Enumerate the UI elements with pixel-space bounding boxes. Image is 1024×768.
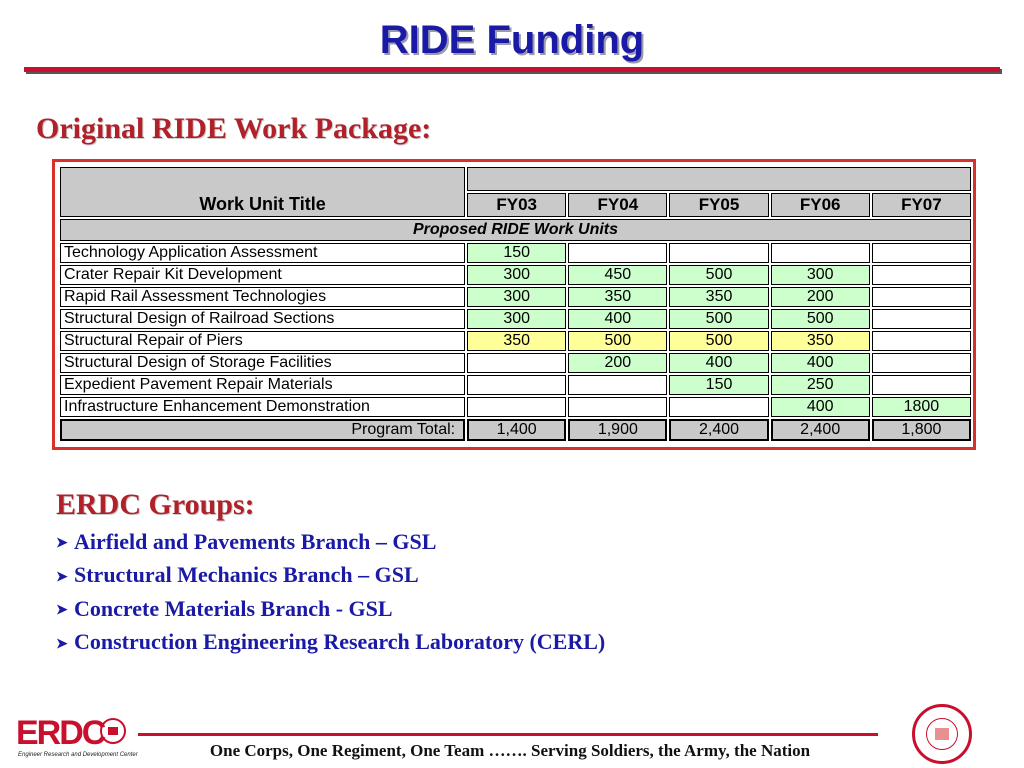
- arrowhead-bullet-icon: ➤: [56, 536, 68, 552]
- cell-fy03: 300: [467, 265, 566, 285]
- work-package-table: [58, 165, 973, 443]
- column-header-fy06: FY06: [771, 193, 870, 217]
- cell-fy03: [467, 353, 566, 373]
- total-fy04: 1,900: [568, 419, 667, 441]
- cell-fy06: [771, 243, 870, 263]
- cell-fy06: 500: [771, 309, 870, 329]
- cell-fy04: 200: [568, 353, 667, 373]
- table-row: [60, 353, 971, 373]
- column-header-fy05: FY05: [669, 193, 768, 217]
- total-fy06: 2,400: [771, 419, 870, 441]
- cell-fy04: 400: [568, 309, 667, 329]
- column-header-fy07: FY07: [872, 193, 971, 217]
- program-total-label: Program Total:: [60, 419, 465, 441]
- erdc-logo-subtext: Engineer Research and Development Center: [18, 752, 138, 758]
- arrowhead-bullet-icon: ➤: [56, 636, 68, 652]
- footer-divider: [138, 733, 878, 736]
- cell-fy06: 200: [771, 287, 870, 307]
- cell-fy06: 400: [771, 397, 870, 417]
- erdc-groups-heading: ERDC Groups:: [56, 488, 255, 521]
- table-row: [60, 243, 971, 263]
- row-title: Expedient Pavement Repair Materials: [60, 375, 465, 395]
- cell-fy07: [872, 331, 971, 351]
- row-title: Rapid Rail Assessment Technologies: [60, 287, 465, 307]
- cell-fy07: [872, 243, 971, 263]
- cell-fy03: [467, 375, 566, 395]
- cell-fy04: 500: [568, 331, 667, 351]
- cell-fy03: 300: [467, 287, 566, 307]
- cell-fy03: [467, 397, 566, 417]
- column-header-fy04: FY04: [568, 193, 667, 217]
- cell-fy05: 400: [669, 353, 768, 373]
- row-title: Technology Application Assessment: [60, 243, 465, 263]
- cell-fy05: 500: [669, 265, 768, 285]
- program-total-row: [60, 419, 971, 441]
- row-title: Infrastructure Enhancement Demonstration: [60, 397, 465, 417]
- table-row: [60, 375, 971, 395]
- cell-fy07: [872, 265, 971, 285]
- cell-fy07: [872, 375, 971, 395]
- cell-fy04: [568, 397, 667, 417]
- cell-fy04: [568, 243, 667, 263]
- cell-fy05: 500: [669, 309, 768, 329]
- group-name: Airfield and Pavements Branch – GSL: [74, 529, 437, 554]
- row-title: Crater Repair Kit Development: [60, 265, 465, 285]
- list-item: [56, 526, 605, 559]
- cell-fy03: 150: [467, 243, 566, 263]
- arrowhead-bullet-icon: ➤: [56, 569, 68, 585]
- table-row: [60, 265, 971, 285]
- erdc-groups-list: [56, 526, 605, 660]
- total-fy05: 2,400: [669, 419, 768, 441]
- row-title: Structural Repair of Piers: [60, 331, 465, 351]
- cell-fy03: 350: [467, 331, 566, 351]
- footer-tagline: One Corps, One Regiment, One Team ……. Serving Soldiers, the Army, the Nation: [209, 741, 811, 760]
- cell-fy05: 350: [669, 287, 768, 307]
- cell-fy04: 450: [568, 265, 667, 285]
- cell-fy05: [669, 397, 768, 417]
- section-label-proposed-work-units: Proposed RIDE Work Units: [60, 219, 971, 241]
- list-item: [56, 593, 605, 626]
- erdc-logo: [16, 712, 138, 764]
- list-item: [56, 626, 605, 659]
- table-row: [60, 331, 971, 351]
- cell-fy05: 500: [669, 331, 768, 351]
- column-header-fy03: FY03: [467, 193, 566, 217]
- total-fy03: 1,400: [467, 419, 566, 441]
- castle-icon: [100, 718, 126, 744]
- erdc-logo-text: ERDC: [16, 714, 105, 752]
- cell-fy07: [872, 309, 971, 329]
- group-name: Structural Mechanics Branch – GSL: [74, 562, 419, 588]
- cell-fy05: 150: [669, 375, 768, 395]
- arrowhead-bullet-icon: ➤: [56, 603, 68, 619]
- group-name: Construction Engineering Research Laboratory (CERL): [74, 629, 606, 655]
- cell-fy04: 350: [568, 287, 667, 307]
- work-package-table-frame: [52, 159, 976, 450]
- cell-fy06: 350: [771, 331, 870, 351]
- group-name: Concrete Materials Branch - GSL: [74, 595, 393, 621]
- cell-fy04: [568, 375, 667, 395]
- total-fy07: 1,800: [872, 419, 971, 441]
- cell-fy03: 300: [467, 309, 566, 329]
- cell-fy07: 1800: [872, 397, 971, 417]
- slide-title: RIDE Funding: [379, 18, 645, 62]
- table-row: [60, 287, 971, 307]
- row-title: Structural Design of Storage Facilities: [60, 353, 465, 373]
- table-row: [60, 397, 971, 417]
- title-divider: [24, 67, 1000, 72]
- cell-fy06: 300: [771, 265, 870, 285]
- list-item: [56, 559, 605, 592]
- cell-fy05: [669, 243, 768, 263]
- slide-subtitle: Original RIDE Work Package:: [36, 112, 432, 145]
- cell-fy07: [872, 287, 971, 307]
- cell-fy07: [872, 353, 971, 373]
- table-row: [60, 309, 971, 329]
- cell-fy06: 250: [771, 375, 870, 395]
- work-unit-title-header: Work Unit Title: [60, 167, 465, 217]
- erdc-seal-icon: [912, 704, 972, 764]
- fiscal-year-group-header: [467, 167, 971, 191]
- cell-fy06: 400: [771, 353, 870, 373]
- row-title: Structural Design of Railroad Sections: [60, 309, 465, 329]
